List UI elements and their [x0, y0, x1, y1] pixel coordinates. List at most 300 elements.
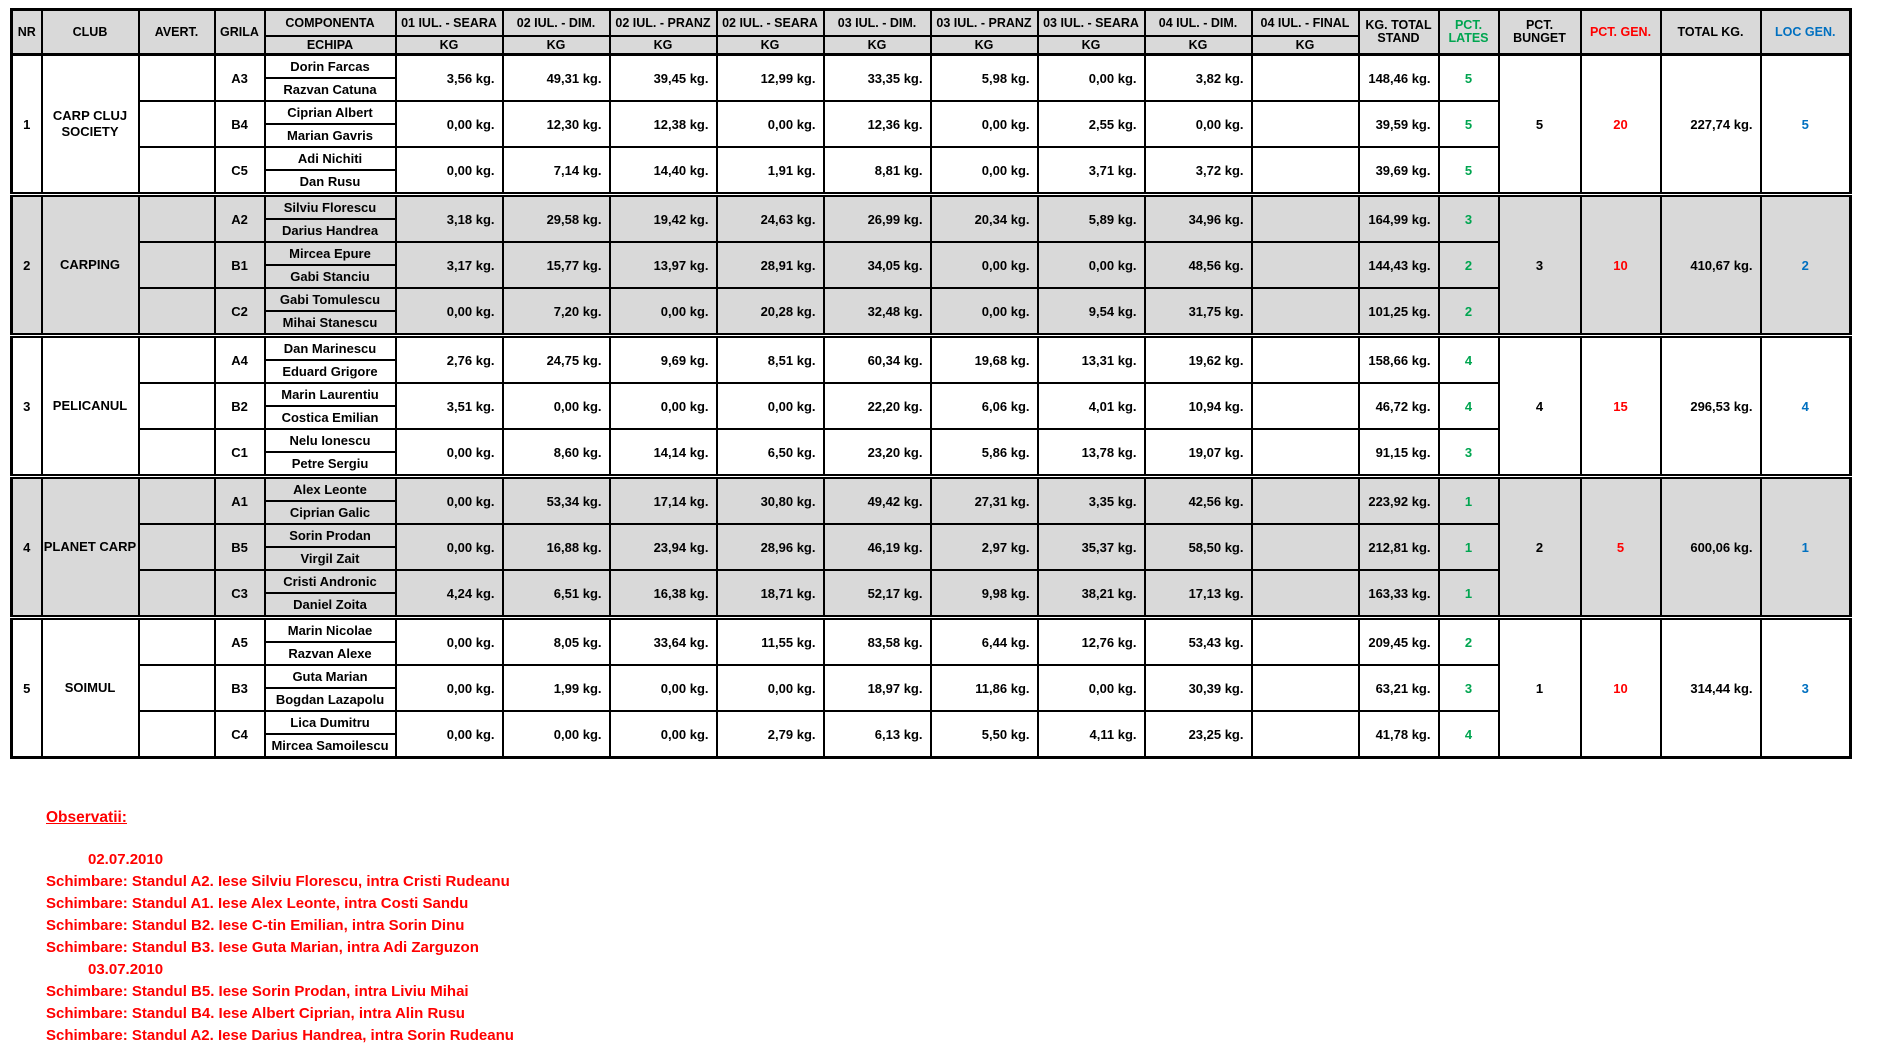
club-name-cell: PELICANUL — [42, 336, 139, 477]
stand-total-cell: 39,59 kg. — [1359, 101, 1439, 147]
member-name-cell: Mihai Stanescu — [265, 311, 396, 336]
session-kg-cell: 23,25 kg. — [1145, 711, 1252, 758]
session-kg-cell: 38,21 kg. — [1038, 570, 1145, 618]
avert-cell — [139, 55, 215, 102]
session-kg-cell: 0,00 kg. — [610, 288, 717, 336]
session-kg-cell: 17,14 kg. — [610, 477, 717, 525]
avert-cell — [139, 336, 215, 384]
results-table-body — [12, 55, 1851, 758]
pct-bunget-cell: 5 — [1499, 55, 1581, 195]
session-kg-cell: 0,00 kg. — [396, 618, 503, 666]
session-kg-cell: 0,00 kg. — [717, 665, 824, 711]
session-kg-cell: 12,76 kg. — [1038, 618, 1145, 666]
col-header-pct-gen: PCT. GEN. — [1581, 10, 1661, 55]
avert-cell — [139, 429, 215, 477]
grila-cell: C2 — [215, 288, 265, 336]
col-header-session: 03 IUL. - SEARA — [1038, 10, 1145, 37]
session-kg-cell: 33,35 kg. — [824, 55, 931, 102]
observatii-line: Schimbare: Standul B3. Iese Guta Marian, intra Adi Zarguzon — [46, 939, 479, 956]
session-kg-cell — [1252, 524, 1359, 570]
session-kg-cell: 22,20 kg. — [824, 383, 931, 429]
session-kg-cell — [1252, 665, 1359, 711]
session-kg-cell: 10,94 kg. — [1145, 383, 1252, 429]
session-kg-cell: 0,00 kg. — [1038, 665, 1145, 711]
grila-cell: C3 — [215, 570, 265, 618]
session-kg-cell: 2,97 kg. — [931, 524, 1038, 570]
col-header-grila: GRILA — [215, 10, 265, 55]
pct-lates-cell: 5 — [1439, 101, 1499, 147]
col-subheader-kg: KG — [503, 36, 610, 55]
member-name-cell: Gabi Tomulescu — [265, 288, 396, 311]
session-kg-cell: 0,00 kg. — [396, 429, 503, 477]
pct-lates-cell: 3 — [1439, 429, 1499, 477]
session-kg-cell: 35,37 kg. — [1038, 524, 1145, 570]
session-kg-cell: 11,55 kg. — [717, 618, 824, 666]
stand-total-cell: 164,99 kg. — [1359, 195, 1439, 243]
observatii-section — [46, 809, 1893, 1047]
observatii-line: Schimbare: Standul B5. Iese Sorin Prodan, intra Liviu Mihai — [46, 983, 469, 1000]
session-kg-cell: 16,38 kg. — [610, 570, 717, 618]
session-kg-cell: 0,00 kg. — [1145, 101, 1252, 147]
session-kg-cell: 0,00 kg. — [1038, 55, 1145, 102]
session-kg-cell: 5,86 kg. — [931, 429, 1038, 477]
observatii-line: Schimbare: Standul A2. Iese Silviu Florescu, intra Cristi Rudeanu — [46, 873, 510, 890]
session-kg-cell: 0,00 kg. — [610, 383, 717, 429]
grila-cell: B2 — [215, 383, 265, 429]
session-kg-cell: 14,14 kg. — [610, 429, 717, 477]
session-kg-cell — [1252, 429, 1359, 477]
session-kg-cell: 27,31 kg. — [931, 477, 1038, 525]
session-kg-cell: 4,01 kg. — [1038, 383, 1145, 429]
col-header-nr: NR — [12, 10, 42, 55]
session-kg-cell: 0,00 kg. — [396, 711, 503, 758]
session-kg-cell — [1252, 288, 1359, 336]
grila-cell: A3 — [215, 55, 265, 102]
session-kg-cell: 6,50 kg. — [717, 429, 824, 477]
session-kg-cell: 31,75 kg. — [1145, 288, 1252, 336]
session-kg-cell: 5,50 kg. — [931, 711, 1038, 758]
session-kg-cell: 0,00 kg. — [931, 242, 1038, 288]
pct-gen-cell: 10 — [1581, 195, 1661, 336]
session-kg-cell: 2,55 kg. — [1038, 101, 1145, 147]
member-name-cell: Ciprian Galic — [265, 501, 396, 524]
loc-gen-cell: 5 — [1761, 55, 1851, 195]
avert-cell — [139, 665, 215, 711]
session-kg-cell: 0,00 kg. — [396, 524, 503, 570]
col-header-session: 03 IUL. - PRANZ — [931, 10, 1038, 37]
grila-cell: C4 — [215, 711, 265, 758]
session-kg-cell: 52,17 kg. — [824, 570, 931, 618]
stand-total-cell: 91,15 kg. — [1359, 429, 1439, 477]
session-kg-cell: 20,28 kg. — [717, 288, 824, 336]
grila-cell: A5 — [215, 618, 265, 666]
grila-cell: B3 — [215, 665, 265, 711]
avert-cell — [139, 524, 215, 570]
session-kg-cell: 19,62 kg. — [1145, 336, 1252, 384]
session-kg-cell: 2,79 kg. — [717, 711, 824, 758]
session-kg-cell: 0,00 kg. — [717, 101, 824, 147]
col-subheader-kg: KG — [717, 36, 824, 55]
session-kg-cell: 7,14 kg. — [503, 147, 610, 195]
session-kg-cell: 9,54 kg. — [1038, 288, 1145, 336]
session-kg-cell: 8,60 kg. — [503, 429, 610, 477]
session-kg-cell: 28,96 kg. — [717, 524, 824, 570]
session-kg-cell: 19,42 kg. — [610, 195, 717, 243]
session-kg-cell: 34,96 kg. — [1145, 195, 1252, 243]
nr-cell: 5 — [12, 618, 42, 758]
session-kg-cell: 0,00 kg. — [610, 665, 717, 711]
session-kg-cell: 12,38 kg. — [610, 101, 717, 147]
table-row — [12, 336, 1851, 361]
session-kg-cell: 0,00 kg. — [610, 711, 717, 758]
nr-cell: 1 — [12, 55, 42, 195]
session-kg-cell: 34,05 kg. — [824, 242, 931, 288]
session-kg-cell: 11,86 kg. — [931, 665, 1038, 711]
club-name-cell: CARPING — [42, 195, 139, 336]
total-kg-cell: 600,06 kg. — [1661, 477, 1761, 618]
session-kg-cell: 3,51 kg. — [396, 383, 503, 429]
stand-total-cell: 41,78 kg. — [1359, 711, 1439, 758]
session-kg-cell: 0,00 kg. — [931, 101, 1038, 147]
observatii-title: Observatii: — [46, 809, 127, 826]
pct-lates-cell: 2 — [1439, 618, 1499, 666]
header-row-1 — [12, 10, 1851, 37]
total-kg-cell: 410,67 kg. — [1661, 195, 1761, 336]
table-row — [12, 618, 1851, 643]
session-kg-cell: 14,40 kg. — [610, 147, 717, 195]
grila-cell: A4 — [215, 336, 265, 384]
session-kg-cell: 3,56 kg. — [396, 55, 503, 102]
session-kg-cell: 12,36 kg. — [824, 101, 931, 147]
session-kg-cell: 0,00 kg. — [396, 101, 503, 147]
member-name-cell: Sorin Prodan — [265, 524, 396, 547]
session-kg-cell: 20,34 kg. — [931, 195, 1038, 243]
avert-cell — [139, 101, 215, 147]
loc-gen-cell: 1 — [1761, 477, 1851, 618]
member-name-cell: Dorin Farcas — [265, 55, 396, 79]
session-kg-cell: 83,58 kg. — [824, 618, 931, 666]
stand-total-cell: 39,69 kg. — [1359, 147, 1439, 195]
session-kg-cell — [1252, 570, 1359, 618]
session-kg-cell: 18,97 kg. — [824, 665, 931, 711]
session-kg-cell: 24,75 kg. — [503, 336, 610, 384]
col-header-session: 03 IUL. - DIM. — [824, 10, 931, 37]
session-kg-cell: 4,24 kg. — [396, 570, 503, 618]
observatii-line: 03.07.2010 — [88, 961, 164, 978]
member-name-cell: Darius Handrea — [265, 219, 396, 242]
avert-cell — [139, 147, 215, 195]
pct-gen-cell: 10 — [1581, 618, 1661, 758]
grila-cell: A1 — [215, 477, 265, 525]
avert-cell — [139, 288, 215, 336]
session-kg-cell: 3,18 kg. — [396, 195, 503, 243]
col-header-loc-gen: LOC GEN. — [1761, 10, 1851, 55]
col-header-pct-lates: PCT. LATES — [1439, 10, 1499, 55]
session-kg-cell: 6,44 kg. — [931, 618, 1038, 666]
pct-bunget-cell: 1 — [1499, 618, 1581, 758]
total-kg-cell: 314,44 kg. — [1661, 618, 1761, 758]
observatii-line: Schimbare: Standul A1. Iese Alex Leonte, intra Costi Sandu — [46, 895, 469, 912]
observatii-line: 02.07.2010 — [88, 851, 164, 868]
session-kg-cell: 2,76 kg. — [396, 336, 503, 384]
member-name-cell: Marin Nicolae — [265, 618, 396, 643]
session-kg-cell: 42,56 kg. — [1145, 477, 1252, 525]
session-kg-cell: 19,07 kg. — [1145, 429, 1252, 477]
col-header-echipa: ECHIPA — [265, 36, 396, 55]
col-subheader-kg: KG — [396, 36, 503, 55]
member-name-cell: Mircea Samoilescu — [265, 734, 396, 758]
session-kg-cell: 0,00 kg. — [931, 288, 1038, 336]
session-kg-cell: 3,72 kg. — [1145, 147, 1252, 195]
avert-cell — [139, 570, 215, 618]
session-kg-cell: 12,30 kg. — [503, 101, 610, 147]
session-kg-cell: 0,00 kg. — [396, 147, 503, 195]
session-kg-cell — [1252, 101, 1359, 147]
pct-lates-cell: 1 — [1439, 570, 1499, 618]
col-header-componenta: COMPONENTA — [265, 10, 396, 37]
avert-cell — [139, 383, 215, 429]
member-name-cell: Virgil Zait — [265, 547, 396, 570]
col-subheader-kg: KG — [824, 36, 931, 55]
member-name-cell: Silviu Florescu — [265, 195, 396, 220]
observatii-line: Schimbare: Standul B4. Iese Albert Ciprian, intra Alin Rusu — [46, 1005, 465, 1022]
session-kg-cell: 6,13 kg. — [824, 711, 931, 758]
total-kg-cell: 296,53 kg. — [1661, 336, 1761, 477]
avert-cell — [139, 618, 215, 666]
session-kg-cell — [1252, 383, 1359, 429]
session-kg-cell: 0,00 kg. — [1038, 242, 1145, 288]
col-header-session: 02 IUL. - PRANZ — [610, 10, 717, 37]
pct-lates-cell: 2 — [1439, 288, 1499, 336]
session-kg-cell: 1,99 kg. — [503, 665, 610, 711]
session-kg-cell: 7,20 kg. — [503, 288, 610, 336]
session-kg-cell: 49,42 kg. — [824, 477, 931, 525]
session-kg-cell — [1252, 336, 1359, 384]
member-name-cell: Marian Gavris — [265, 124, 396, 147]
col-header-session: 04 IUL. - DIM. — [1145, 10, 1252, 37]
session-kg-cell: 0,00 kg. — [931, 147, 1038, 195]
pct-lates-cell: 4 — [1439, 711, 1499, 758]
total-kg-cell: 227,74 kg. — [1661, 55, 1761, 195]
session-kg-cell: 3,82 kg. — [1145, 55, 1252, 102]
stand-total-cell: 63,21 kg. — [1359, 665, 1439, 711]
pct-bunget-cell: 3 — [1499, 195, 1581, 336]
member-name-cell: Ciprian Albert — [265, 101, 396, 124]
col-header-total-kg: TOTAL KG. — [1661, 10, 1761, 55]
col-subheader-kg: KG — [610, 36, 717, 55]
grila-cell: A2 — [215, 195, 265, 243]
col-subheader-kg: KG — [931, 36, 1038, 55]
observatii-line: Schimbare: Standul B2. Iese C-tin Emilian, intra Sorin Dinu — [46, 917, 465, 934]
session-kg-cell: 5,89 kg. — [1038, 195, 1145, 243]
member-name-cell: Costica Emilian — [265, 406, 396, 429]
results-table-header — [12, 10, 1851, 55]
session-kg-cell: 1,91 kg. — [717, 147, 824, 195]
col-header-session: 01 IUL. - SEARA — [396, 10, 503, 37]
stand-total-cell: 148,46 kg. — [1359, 55, 1439, 102]
grila-cell: C5 — [215, 147, 265, 195]
club-name-cell: PLANET CARP — [42, 477, 139, 618]
session-kg-cell — [1252, 618, 1359, 666]
pct-lates-cell: 4 — [1439, 383, 1499, 429]
col-subheader-kg: KG — [1145, 36, 1252, 55]
stand-total-cell: 101,25 kg. — [1359, 288, 1439, 336]
col-header-session: 02 IUL. - SEARA — [717, 10, 824, 37]
pct-lates-cell: 3 — [1439, 195, 1499, 243]
pct-bunget-cell: 2 — [1499, 477, 1581, 618]
session-kg-cell: 6,06 kg. — [931, 383, 1038, 429]
loc-gen-cell: 2 — [1761, 195, 1851, 336]
avert-cell — [139, 195, 215, 243]
session-kg-cell: 8,51 kg. — [717, 336, 824, 384]
session-kg-cell: 3,71 kg. — [1038, 147, 1145, 195]
pct-lates-cell: 5 — [1439, 147, 1499, 195]
pct-bunget-cell: 4 — [1499, 336, 1581, 477]
club-name-cell: SOIMUL — [42, 618, 139, 758]
col-subheader-kg: KG — [1038, 36, 1145, 55]
nr-cell: 4 — [12, 477, 42, 618]
stand-total-cell: 46,72 kg. — [1359, 383, 1439, 429]
table-row — [12, 55, 1851, 79]
session-kg-cell: 6,51 kg. — [503, 570, 610, 618]
pct-lates-cell: 1 — [1439, 477, 1499, 525]
table-row — [12, 195, 1851, 220]
session-kg-cell: 48,56 kg. — [1145, 242, 1252, 288]
stand-total-cell: 212,81 kg. — [1359, 524, 1439, 570]
member-name-cell: Razvan Catuna — [265, 78, 396, 101]
member-name-cell: Mircea Epure — [265, 242, 396, 265]
session-kg-cell: 13,31 kg. — [1038, 336, 1145, 384]
grila-cell: B5 — [215, 524, 265, 570]
session-kg-cell: 53,34 kg. — [503, 477, 610, 525]
member-name-cell: Adi Nichiti — [265, 147, 396, 170]
session-kg-cell: 19,68 kg. — [931, 336, 1038, 384]
stand-total-cell: 163,33 kg. — [1359, 570, 1439, 618]
nr-cell: 3 — [12, 336, 42, 477]
session-kg-cell: 30,80 kg. — [717, 477, 824, 525]
session-kg-cell — [1252, 147, 1359, 195]
session-kg-cell: 53,43 kg. — [1145, 618, 1252, 666]
member-name-cell: Bogdan Lazapolu — [265, 688, 396, 711]
session-kg-cell — [1252, 711, 1359, 758]
member-name-cell: Guta Marian — [265, 665, 396, 688]
session-kg-cell: 30,39 kg. — [1145, 665, 1252, 711]
pct-gen-cell: 20 — [1581, 55, 1661, 195]
pct-lates-cell: 4 — [1439, 336, 1499, 384]
member-name-cell: Alex Leonte — [265, 477, 396, 502]
session-kg-cell: 3,35 kg. — [1038, 477, 1145, 525]
session-kg-cell: 0,00 kg. — [396, 288, 503, 336]
avert-cell — [139, 242, 215, 288]
observatii-lines — [46, 849, 1893, 1047]
session-kg-cell: 15,77 kg. — [503, 242, 610, 288]
session-kg-cell — [1252, 242, 1359, 288]
session-kg-cell: 39,45 kg. — [610, 55, 717, 102]
member-name-cell: Eduard Grigore — [265, 360, 396, 383]
session-kg-cell: 4,11 kg. — [1038, 711, 1145, 758]
session-kg-cell: 23,94 kg. — [610, 524, 717, 570]
member-name-cell: Daniel Zoita — [265, 593, 396, 618]
col-header-session: 02 IUL. - DIM. — [503, 10, 610, 37]
session-kg-cell: 32,48 kg. — [824, 288, 931, 336]
session-kg-cell: 9,69 kg. — [610, 336, 717, 384]
grila-cell: C1 — [215, 429, 265, 477]
member-name-cell: Lica Dumitru — [265, 711, 396, 734]
grila-cell: B1 — [215, 242, 265, 288]
member-name-cell: Marin Laurentiu — [265, 383, 396, 406]
col-header-pct-bunget: PCT. BUNGET — [1499, 10, 1581, 55]
col-header-kg-total: KG. TOTAL STAND — [1359, 10, 1439, 55]
pct-lates-cell: 2 — [1439, 242, 1499, 288]
member-name-cell: Dan Marinescu — [265, 336, 396, 361]
pct-gen-cell: 15 — [1581, 336, 1661, 477]
member-name-cell: Dan Rusu — [265, 170, 396, 195]
session-kg-cell: 26,99 kg. — [824, 195, 931, 243]
pct-lates-cell: 3 — [1439, 665, 1499, 711]
results-table — [10, 8, 1852, 759]
session-kg-cell: 9,98 kg. — [931, 570, 1038, 618]
session-kg-cell: 49,31 kg. — [503, 55, 610, 102]
session-kg-cell: 60,34 kg. — [824, 336, 931, 384]
session-kg-cell: 33,64 kg. — [610, 618, 717, 666]
session-kg-cell: 13,97 kg. — [610, 242, 717, 288]
session-kg-cell: 5,98 kg. — [931, 55, 1038, 102]
observatii-line: Schimbare: Standul A2. Iese Darius Handrea, intra Sorin Rudeanu — [46, 1027, 514, 1044]
stand-total-cell: 158,66 kg. — [1359, 336, 1439, 384]
grila-cell: B4 — [215, 101, 265, 147]
stand-total-cell: 144,43 kg. — [1359, 242, 1439, 288]
session-kg-cell: 0,00 kg. — [396, 665, 503, 711]
pct-gen-cell: 5 — [1581, 477, 1661, 618]
member-name-cell: Gabi Stanciu — [265, 265, 396, 288]
table-row — [12, 477, 1851, 502]
session-kg-cell: 46,19 kg. — [824, 524, 931, 570]
session-kg-cell: 8,05 kg. — [503, 618, 610, 666]
session-kg-cell: 0,00 kg. — [503, 383, 610, 429]
pct-lates-cell: 1 — [1439, 524, 1499, 570]
session-kg-cell: 18,71 kg. — [717, 570, 824, 618]
session-kg-cell — [1252, 195, 1359, 243]
col-header-avert: AVERT. — [139, 10, 215, 55]
session-kg-cell: 0,00 kg. — [717, 383, 824, 429]
session-kg-cell: 16,88 kg. — [503, 524, 610, 570]
session-kg-cell: 13,78 kg. — [1038, 429, 1145, 477]
session-kg-cell: 28,91 kg. — [717, 242, 824, 288]
member-name-cell: Razvan Alexe — [265, 642, 396, 665]
session-kg-cell: 12,99 kg. — [717, 55, 824, 102]
nr-cell: 2 — [12, 195, 42, 336]
loc-gen-cell: 4 — [1761, 336, 1851, 477]
avert-cell — [139, 711, 215, 758]
stand-total-cell: 223,92 kg. — [1359, 477, 1439, 525]
col-header-club: CLUB — [42, 10, 139, 55]
member-name-cell: Cristi Andronic — [265, 570, 396, 593]
col-subheader-kg: KG — [1252, 36, 1359, 55]
session-kg-cell: 8,81 kg. — [824, 147, 931, 195]
avert-cell — [139, 477, 215, 525]
session-kg-cell: 23,20 kg. — [824, 429, 931, 477]
pct-lates-cell: 5 — [1439, 55, 1499, 102]
session-kg-cell: 29,58 kg. — [503, 195, 610, 243]
member-name-cell: Nelu Ionescu — [265, 429, 396, 452]
session-kg-cell: 0,00 kg. — [396, 477, 503, 525]
session-kg-cell: 0,00 kg. — [503, 711, 610, 758]
stand-total-cell: 209,45 kg. — [1359, 618, 1439, 666]
session-kg-cell — [1252, 477, 1359, 525]
session-kg-cell: 17,13 kg. — [1145, 570, 1252, 618]
loc-gen-cell: 3 — [1761, 618, 1851, 758]
col-header-session: 04 IUL. - FINAL — [1252, 10, 1359, 37]
